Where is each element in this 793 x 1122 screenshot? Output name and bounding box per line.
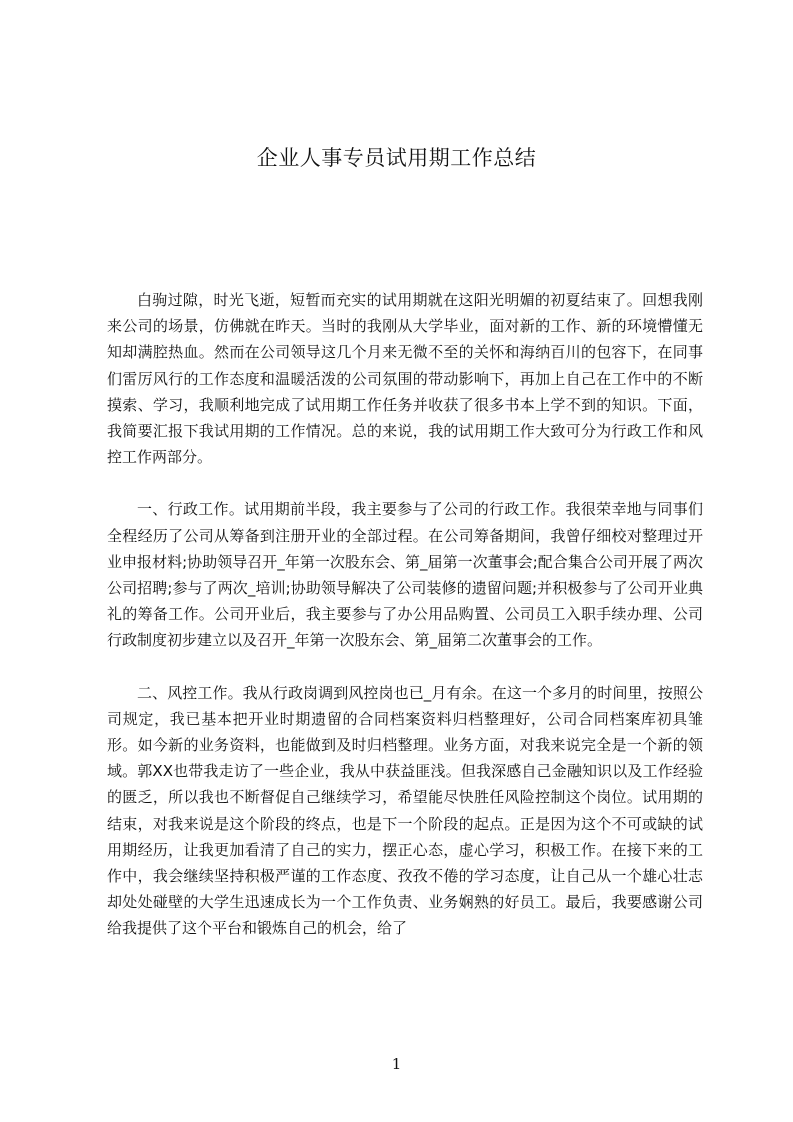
paragraph-administrative-work: 一、行政工作。试用期前半段，我主要参与了公司的行政工作。我很荣幸地与同事们全程经历了公司从筹备到注册开业的全部过程。在公司筹备期间，我曾仔细校对整理过开业申报材料;协助领导召开_年第一次股东会、第_届第一次董事会;配合集合公司开展了两次公司招聘;参与了两次_培训;协助领导解决了公司装修的遗留问题;并积极参与了公司开业典礼的筹备工作。公司开业后，我主要参与了办公用品购置、公司员工入职手续办理、公司行政制度初步建立以及召开_年第一次股东会、第_届第二次董事会的工作。 <box>107 500 703 650</box>
document-body <box>107 287 703 966</box>
page-number: 1 <box>391 1055 402 1073</box>
paragraph-risk-control-work: 二、风控工作。我从行政岗调到风控岗也已_月有余。在这一个多月的时间里，按照公司规定，我已基本把开业时期遗留的合同档案资料归档整理好，公司合同档案库初具雏形。如今新的业务资料，也能做到及时归档整理。业务方面，对我来说完全是一个新的领域。郭XX也带我走访了一些企业，我从中获益匪浅。但我深感自己金融知识以及工作经验的匮乏，所以我也不断督促自己继续学习，希望能尽快胜任风险控制这个岗位。试用期的结束，对我来说是这个阶段的终点，也是下一个阶段的起点。正是因为这个不可或缺的试用期经历，让我更加看清了自己的实力，摆正心态，虚心学习，积极工作。在接下来的工作中，我会继续坚持积极严谨的工作态度、孜孜不倦的学习态度，让自己从一个雄心壮志却处处碰壁的大学生迅速成长为一个工作负责、业务娴熟的好员工。最后，我要感谢公司给我提供了这个平台和锻炼自己的机会，给了 <box>107 683 703 938</box>
paragraph-intro: 白驹过隙，时光飞逝，短暂而充实的试用期就在这阳光明媚的初夏结束了。回想我刚来公司的场景，仿佛就在昨天。当时的我刚从大学毕业，面对新的工作、新的环境懵懂无知却满腔热血。然而在公司领导这几个月来无微不至的关怀和海纳百川的包容下，在同事们雷厉风行的工作态度和温暖活泼的公司氛围的带动影响下，再加上自己在工作中的不断摸索、学习，我顺利地完成了试用期工作任务并收获了很多书本上学不到的知识。下面，我简要汇报下我试用期的工作情况。总的来说，我的试用期工作大致可分为行政工作和风控工作两部分。 <box>107 291 703 467</box>
document-title: 企业人事专员试用期工作总结 <box>256 146 537 170</box>
